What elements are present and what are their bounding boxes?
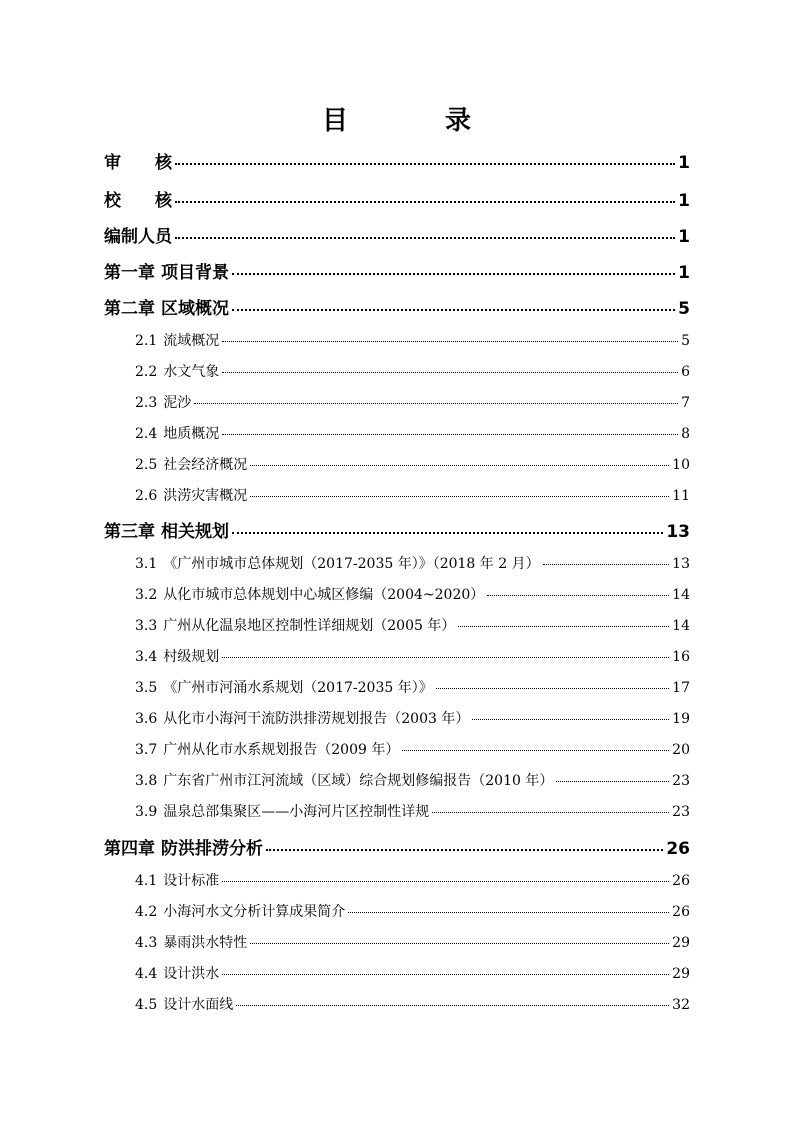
toc-entry-label: 从化市小海河干流防洪排涝规划报告（2003 年） [163, 711, 470, 727]
toc-entry[interactable] [135, 801, 690, 821]
dot-leader [266, 849, 663, 851]
dot-leader [175, 237, 675, 239]
toc-entry-label: 校 核 [104, 191, 172, 211]
toc-entry-label: 编制人员 [104, 227, 172, 247]
toc-entry-number: 3.2 [135, 587, 158, 603]
toc-entry-page: 26 [666, 839, 690, 859]
toc-entry[interactable] [135, 770, 690, 790]
dot-leader [236, 1005, 669, 1006]
toc-entry-label: 社会经济概况 [163, 457, 248, 473]
toc-entry[interactable] [135, 739, 690, 759]
toc-entry-number: 第三章 [104, 522, 155, 542]
toc-entry-page: 26 [672, 904, 690, 920]
dot-leader [222, 974, 669, 975]
toc-entry-page: 17 [672, 680, 690, 696]
toc-entry-number: 4.4 [135, 966, 158, 982]
dot-leader [402, 750, 669, 751]
toc-entry[interactable] [135, 553, 690, 573]
toc-entry-label: 泥沙 [163, 395, 192, 411]
toc-entry[interactable] [135, 932, 690, 952]
toc-entry-label: 防洪排涝分析 [161, 839, 263, 859]
dot-leader [194, 403, 678, 404]
toc-entry-number: 3.5 [135, 680, 158, 696]
toc-entry[interactable] [135, 646, 690, 666]
dot-leader [348, 912, 669, 913]
toc-entry-page: 5 [681, 333, 690, 349]
dot-leader [175, 201, 675, 203]
dot-leader [222, 372, 678, 373]
dot-leader [175, 163, 675, 165]
toc-entry-page: 14 [672, 618, 690, 634]
toc-entry-page: 13 [672, 556, 690, 572]
toc-entry-page: 19 [672, 711, 690, 727]
dot-leader [222, 657, 669, 658]
toc-entry[interactable] [135, 330, 690, 350]
toc-entry-page: 6 [681, 364, 690, 380]
toc-entry-page: 26 [672, 873, 690, 889]
toc-entry-page: 5 [678, 299, 690, 319]
toc-entry-number: 4.3 [135, 935, 158, 951]
dot-leader [543, 564, 670, 565]
toc-entry[interactable] [135, 994, 690, 1014]
toc-entry-number: 3.6 [135, 711, 158, 727]
toc-entry[interactable] [135, 870, 690, 890]
toc-entry-page: 23 [672, 804, 690, 820]
toc-entry[interactable] [104, 258, 690, 283]
toc-entry-label: 《广州市河涌水系规划（2017-2035 年）》 [163, 680, 433, 696]
toc-entry-page: 8 [681, 426, 690, 442]
toc-entry-label: 《广州市城市总体规划（2017-2035 年）》（2018 年 2 月） [163, 556, 540, 572]
dot-leader [250, 496, 669, 497]
toc-entry-label: 项目背景 [161, 263, 229, 283]
page-title: 目 录 [321, 106, 516, 136]
toc-entry-label: 区域概况 [161, 299, 229, 319]
dot-leader [232, 532, 663, 534]
toc-entry-label: 相关规划 [161, 522, 229, 542]
dot-leader [222, 341, 678, 342]
toc-entry[interactable] [135, 485, 690, 505]
toc-entry-page: 14 [672, 587, 690, 603]
toc-entry-label: 水文气象 [163, 364, 220, 380]
toc-entry-label: 小海河水文分析计算成果简介 [163, 904, 346, 920]
toc-entry-number: 第四章 [104, 839, 155, 859]
toc-entry-page: 16 [672, 649, 690, 665]
toc-entry-number: 2.6 [135, 488, 158, 504]
toc-entry-label: 温泉总部集聚区——小海河片区控制性详规 [163, 804, 430, 820]
toc-entry[interactable] [104, 186, 690, 211]
dot-leader [458, 626, 669, 627]
dot-leader [222, 434, 678, 435]
toc-entry-page: 13 [666, 522, 690, 542]
toc-entry-number: 2.2 [135, 364, 158, 380]
toc-entry[interactable] [135, 963, 690, 983]
toc-entry-label: 广州从化温泉地区控制性详细规划（2005 年） [163, 618, 456, 634]
toc-entry-page: 11 [672, 488, 690, 504]
toc-entry-label: 广州从化市水系规划报告（2009 年） [163, 742, 400, 758]
toc-entry-number: 2.1 [135, 333, 158, 349]
toc-entry-number: 3.7 [135, 742, 158, 758]
toc-entry-label: 从化市城市总体规划中心城区修编（2004~2020） [163, 587, 485, 603]
toc-entry-page: 23 [672, 773, 690, 789]
toc-entry[interactable] [135, 423, 690, 443]
toc-entry-label: 暴雨洪水特性 [163, 935, 248, 951]
toc-entry-page: 1 [678, 153, 690, 173]
toc-entry[interactable] [135, 677, 690, 697]
toc-entry-page: 1 [678, 191, 690, 211]
toc-entry-label: 设计水面线 [163, 997, 234, 1013]
toc-entry-page: 32 [672, 997, 690, 1013]
toc-entry[interactable] [135, 454, 690, 474]
toc-entry-number: 2.3 [135, 395, 158, 411]
toc-entry-page: 10 [672, 457, 690, 473]
toc-entry[interactable] [104, 294, 690, 319]
toc-entry-label: 审 核 [104, 153, 172, 173]
dot-leader [472, 719, 669, 720]
toc-entry-page: 29 [672, 966, 690, 982]
toc-entry-number: 3.1 [135, 556, 158, 572]
toc-entry[interactable] [104, 222, 690, 247]
toc-entry[interactable] [104, 517, 690, 542]
toc-entry-page: 29 [672, 935, 690, 951]
toc-entry-page: 20 [672, 742, 690, 758]
toc-entry[interactable] [104, 834, 690, 859]
toc-entry-number: 3.9 [135, 804, 158, 820]
toc-entry[interactable] [135, 584, 690, 604]
toc-entry-number: 3.3 [135, 618, 158, 634]
toc-entry[interactable] [135, 615, 690, 635]
dot-leader [487, 595, 669, 596]
toc-entry-number: 2.4 [135, 426, 158, 442]
toc-entry-number: 4.5 [135, 997, 158, 1013]
toc-entry[interactable] [135, 708, 690, 728]
toc-entry-number: 3.4 [135, 649, 158, 665]
toc-entry-label: 流域概况 [163, 333, 220, 349]
toc-entry-number: 第一章 [104, 263, 155, 283]
toc-entry-number: 4.1 [135, 873, 158, 889]
toc-entry-page: 1 [678, 227, 690, 247]
toc-entry-label: 村级规划 [163, 649, 220, 665]
toc-entry-label: 设计标准 [163, 873, 220, 889]
toc-entry[interactable] [104, 148, 690, 173]
toc-entry[interactable] [135, 901, 690, 921]
dot-leader [222, 881, 669, 882]
toc-entry-label: 洪涝灾害概况 [163, 488, 248, 504]
toc-entry[interactable] [135, 361, 690, 381]
dot-leader [432, 812, 669, 813]
toc-entry-number: 4.2 [135, 904, 158, 920]
dot-leader [250, 465, 669, 466]
toc-entry-number: 第二章 [104, 299, 155, 319]
toc-entry-number: 3.8 [135, 773, 158, 789]
dot-leader [250, 943, 669, 944]
dot-leader [232, 273, 675, 275]
toc-entry-number: 2.5 [135, 457, 158, 473]
toc-entry-page: 1 [678, 263, 690, 283]
dot-leader [556, 781, 669, 782]
toc-entry-label: 地质概况 [163, 426, 220, 442]
dot-leader [436, 688, 669, 689]
toc-entry-label: 设计洪水 [163, 966, 220, 982]
toc-entry-label: 广东省广州市江河流域（区域）综合规划修编报告（2010 年） [163, 773, 554, 789]
toc-entry-page: 7 [681, 395, 690, 411]
dot-leader [232, 309, 675, 311]
toc-entry[interactable] [135, 392, 690, 412]
